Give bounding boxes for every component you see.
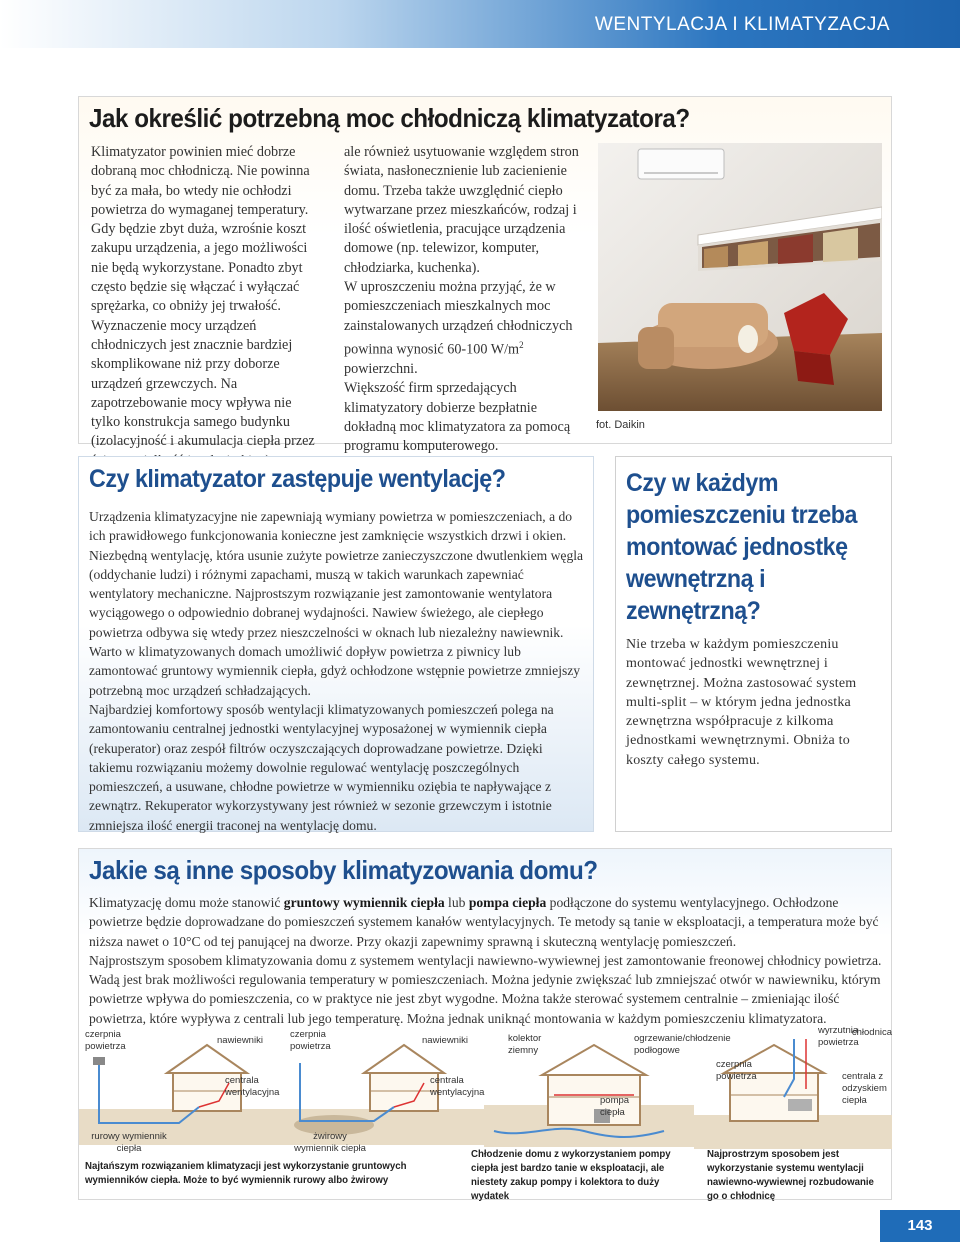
- label-chlodnica: chłodnica: [851, 1027, 892, 1038]
- cooling-power-column-2: [344, 143, 589, 456]
- cooling-power-box: [78, 96, 892, 455]
- paragraph-text: powierzchni.: [344, 361, 418, 377]
- paragraph: Najbardziej komfortowy sposób wentylacji klimatyzowanych pomieszczeń polega na zamontowaniu centralnej jednostki wentylacyjnej wyposażonej w wymiennik ciepła (rekuperator) oraz zespół filtrów oczyszczających doprowadzane powietrze. Dzięki takiemu rozwiązaniu możemy dowolnie regulować wentylację poszczególnych pomieszczeń, a usuwane, chłodne powietrze w wymienniku oziębia te napływające z zewnątrz. Rekuperator wykorzystywany jest również w sezonie grzewczym i istotnie zmniejsza ilość energii traconej na wentylację domu.: [89, 701, 554, 833]
- paragraph: Wyznaczenie mocy urządzeń chłodniczych jest znacznie bardziej skomplikowane niż przy doborze urządzeń grzewczych. Na zapotrzebowanie mocy wpływa nie tylko konstrukcja samego budynku (izolacyjność i akumulacja ciepła przez: [91, 317, 315, 450]
- photo-caption: fot. Daikin: [596, 419, 645, 431]
- multi-split-title: Czy w każdym pomieszczeniu trzeba montować jednostkę wewnętrzną i zewnętrzną?: [626, 469, 858, 625]
- label-pompa: pompa ciepła: [600, 1095, 630, 1118]
- multi-split-text: Nie trzeba w każdym pomieszczeniu montować jednostki wewnętrznej i zewnętrznej. Można zastosować system multi-split – w którym jedna jednostka zewnętrzna współpracuje z kilkoma jednostkami wewnętrznymi. Obniża to koszty całego systemu.: [626, 637, 857, 768]
- paragraph: Najprostszym sposobem klimatyzowania domu z systemem wentylacji nawiewno-wywiewnej jest zamontowanie freonowej chłodnicy powietrza. Wadą jest brak możliwości regulowania temperatury w pomieszczeniach. Można jedynie zwiększać lub zmniejszać otwór w nawiewniku, którym powietrze wpływa do pomieszczenia, co w praktyce nie jest zbyt wygodne. Można także sterować systemem centralnie – zmieniając ilość powietrza, które wypływa z centrali lub jego temperaturę. Można jednak uniknąć montowania w każdym pomieszczeniu klimatyzatora.: [89, 952, 882, 1026]
- label-nawiewniki: nawiewniki: [422, 1035, 468, 1046]
- bold-term: pompa ciepła: [468, 895, 547, 910]
- label-ogrzewanie: ogrzewanie/chłodzenie podłogowe: [634, 1033, 731, 1056]
- label-centrala: centrala z odzyskiem ciepła: [842, 1071, 887, 1106]
- paragraph: [344, 278, 589, 379]
- superscript: 2: [519, 339, 524, 350]
- paragraph: Niezbędną wentylację, która usunie zużyte powietrze zanieczyszczone dwutlenkiem węgla (oddychanie ludzi) i różnymi zapachami, muszą w takich warunkach zapewniać wentylatory mechaniczne. Najprostszym rozwiązanie jest zamontowanie wentylatora wyciągowego o odpowiednio dobranej wydajności. Nawiew świeżego, ale ciepłego powietrza odbywa się wtedy przez nieszczelności w oknach lub niezależny nawiewnik.: [89, 547, 584, 640]
- header-band: [0, 0, 960, 48]
- paragraph-text: W uproszczeniu można przyjąć, że w pomieszczeniach mieszkalnych moc zainstalowanych urządzeń chłodniczych powinna wynosić 60-100 W/m: [344, 279, 573, 358]
- label-wymiennik: rurowy wymiennik ciepła: [91, 1131, 167, 1154]
- living-room-photo: [598, 143, 882, 411]
- label-czerpnia: czerpnia powietrza: [716, 1059, 757, 1082]
- ventilation-box: [78, 456, 594, 832]
- paragraph: [89, 893, 885, 951]
- caption-cooler: Najprostrzym sposobem jest wykorzystanie systemu wentylacji nawiewno-wywiewnej rozbudowanie go o chłodnicę: [707, 1148, 874, 1202]
- paragraph: Klimatyzator powinien mieć dobrze dobraną moc chłodniczą. Nie powinna być za mała, bo wtedy nie ochłodzi powietrza do wymaganej temperatury. Gdy będzie zbyt duża, wzrośnie koszt zakupu urządzenia, a jego możliwości nie będą wykorzystane. Ponadto zbyt często będzie się włączać i wyłączać sprężarka, co obniży jej trwałość.: [91, 144, 310, 315]
- label-wyrzutnia: wyrzutnia powietrza: [818, 1025, 859, 1048]
- ventilation-title: Czy klimatyzator zastępuje wentylację?: [89, 465, 506, 493]
- ventilation-text: [89, 507, 589, 835]
- cooling-power-column-1: [91, 143, 323, 471]
- section-category: WENTYLACJA I KLIMATYZACJA: [594, 14, 890, 35]
- label-centrala: centrala wentylacyjna: [225, 1075, 280, 1098]
- bold-term: gruntowy wymiennik ciepła: [283, 895, 445, 910]
- other-methods-text: [89, 893, 885, 1028]
- label-nawiewniki: nawiewniki: [217, 1035, 263, 1046]
- caption-ground-exchangers: Najtańszym rozwiązaniem klimatyzacji jest wykorzystanie gruntowych wymienników ciepła. Może to być wymiennik rurowy albo żwirowy: [85, 1160, 407, 1186]
- other-methods-title: Jakie są inne sposoby klimatyzowania domu?: [89, 855, 598, 885]
- caption-heat-pump: Chłodzenie domu z wykorzystaniem pompy ciepła jest bardzo tanie w eksploatacji, ale niestety zakup pompy i kolektora to duży wydatek: [471, 1148, 671, 1202]
- other-methods-box: [78, 848, 892, 1200]
- paragraph: Większość firm sprzedających klimatyzatory dobierze bezpłatnie dokładną moc klimatyzatora za pomocą programu komputerowego.: [344, 380, 571, 455]
- paragraph-text: Klimatyzację domu może stanowić: [89, 895, 284, 910]
- multi-split-box: [615, 456, 892, 832]
- paragraph: Urządzenia klimatyzacyjne nie zapewniają wymiany powietrza w pomieszczeniach, a do ich prawidłowego funkcjonowania konieczne jest zamknięcie wszystkich drzwi i okien.: [89, 509, 573, 544]
- paragraph-text: podłączone do systemu wentylacyjnego. Ochłodzone powietrze będzie doprowadzane do pomieszczeń systemem kanałów wentylacyjnych. Te metody są tanie w eksploatacji, a temperatura może być niższa nawet o 10°C od tej panującej na dworze. Przy okazji zapewnimy sprawną i skuteczną wentylację pomieszczeń.: [89, 895, 879, 949]
- label-centrala: centrala wentylacyjna: [430, 1075, 485, 1098]
- label-czerpnia: czerpnia powietrza: [85, 1029, 126, 1052]
- paragraph-text: lub: [444, 895, 469, 910]
- label-wymiennik: żwirowy wymiennik ciepła: [294, 1131, 366, 1154]
- page-number: 143: [880, 1210, 960, 1242]
- paragraph: Warto w klimatyzowanych domach umożliwić dopływ powietrza z piwnicy lub zamontować gruntowy wymiennik ciepła, gdyż ochłodzone wstępnie powietrze zmniejszy potrzebną moc urządzeń schładzających.: [89, 644, 581, 698]
- paragraph: ale również usytuowanie względem stron świata, nasłonecznienie lub zacienienie domu. Trzeba także uwzględnić ciepło wytwarzane przez mieszkańców, rodzaj i ilość oświetlenia, pracujące urządzenia domowe (np. telewizor, komputer, chłodziarka, kuchenka).: [344, 144, 579, 276]
- cooling-power-title: Jak określić potrzebną moc chłodniczą klimatyzatora?: [89, 103, 690, 133]
- label-kolektor: kolektor ziemny: [508, 1033, 542, 1056]
- label-czerpnia: czerpnia powietrza: [290, 1029, 331, 1052]
